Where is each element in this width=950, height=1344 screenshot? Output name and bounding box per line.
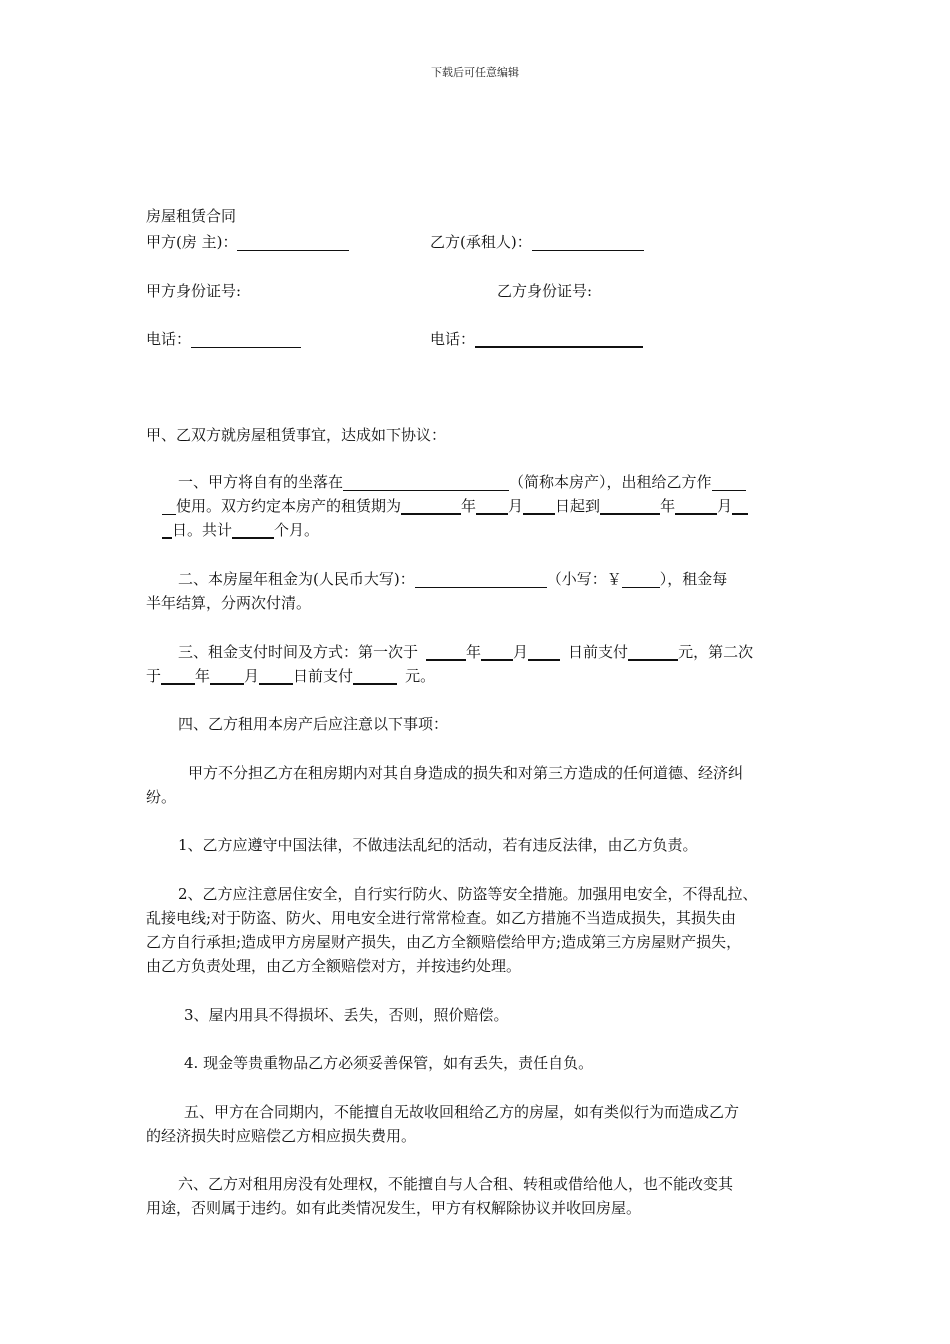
item1-text: 1、乙方应遵守中国法律，不做违法乱纪的活动，若有违反法律，由乙方负责。 [178, 836, 698, 854]
clause2-text: 二、本房屋年租金为(人民币大写)： [178, 570, 415, 588]
clause3-line2 [146, 664, 435, 688]
party-a-label: 甲方(房 主)： [146, 233, 238, 251]
clause3-text: 月 [244, 667, 260, 685]
start-month-blank [476, 497, 508, 515]
clause1-text: 月 [508, 497, 524, 515]
phone-a-row [146, 327, 301, 351]
clause6-line1: 六、乙方对租用房没有处理权，不能擅自与人合租、转租或借给他人，也不能改变其 [178, 1175, 734, 1193]
clause2-line1 [178, 567, 727, 591]
party-b-label: 乙方(承租人)： [430, 233, 532, 251]
item3-text: 3、屋内用具不得损坏、丢失，否则，照价赔偿。 [184, 1006, 509, 1024]
rent-figure-blank [622, 571, 660, 588]
item2-line3: 乙方自行承担;造成甲方房屋财产损失，由乙方全额赔偿给甲方;造成第三方房屋财产损失， [146, 933, 742, 951]
party-b-row [430, 230, 644, 254]
clause3-text: 日前支付 [293, 667, 354, 685]
phone-b-row [430, 327, 643, 351]
intro-text: 甲、乙双方就房屋租赁事宜，达成如下协议： [146, 426, 447, 444]
clause3-text: 于 [146, 667, 162, 685]
item2-line2: 乱接电线;对于防盗、防火、用电安全进行常常检查。如乙方措施不当造成损失，其损失由 [146, 909, 737, 927]
item4-text: 4. 现金等贵重物品乙方必须妥善保管，如有丢失，责任自负。 [184, 1054, 594, 1072]
disclaimer-line2: 纷。 [146, 788, 177, 806]
clause1-line1 [178, 470, 746, 494]
clause3-line1 [178, 640, 753, 664]
item2-line1: 2、乙方应注意居住安全，自行实行防火、防盗等安全措施。加强用电安全，不得乱拉、 [178, 885, 758, 903]
clause6-line2: 用途，否则属于违约。如有此类情况发生，甲方有权解除协议并收回房屋。 [146, 1199, 642, 1217]
clause1-text: 日起到 [555, 497, 601, 515]
end-month-blank [675, 497, 717, 515]
pay1-day-blank [528, 643, 560, 661]
clause1-text: 使用。双方约定本房产的租赁期为 [176, 497, 402, 515]
clause1-line3 [162, 518, 319, 542]
party-b-name-blank [532, 234, 644, 251]
party-a-row [146, 230, 349, 254]
clause3-text: 日前支付 [568, 643, 629, 661]
party-a-name-blank [237, 234, 349, 251]
months-blank [232, 521, 274, 539]
clause1-text: 年 [660, 497, 676, 515]
clause3-text: 元，第二次 [678, 643, 754, 661]
pay1-year-blank [426, 643, 466, 661]
phone-a-blank [191, 331, 301, 348]
clause1-text: 个月。 [274, 521, 320, 539]
end-year-blank [600, 497, 660, 515]
clause2-text: （小写：￥ [546, 570, 622, 588]
rent-words-blank [415, 571, 547, 588]
clause1-text: 年 [461, 497, 477, 515]
phone-b-blank [475, 330, 643, 348]
pay1-amount-blank [628, 643, 678, 661]
clause1-line2 [162, 494, 748, 518]
clause1-text: 一、甲方将自有的坐落在 [178, 473, 344, 491]
clause2-line2: 半年结算，分两次付清。 [146, 594, 312, 612]
pay2-amount-blank [353, 667, 397, 685]
start-year-blank [401, 497, 461, 515]
clause5-line2: 的经济损失时应赔偿乙方相应损失费用。 [146, 1127, 417, 1145]
usage-blank [712, 474, 746, 491]
location-blank [343, 474, 509, 491]
contract-title: 房屋租赁合同 [146, 207, 237, 225]
header-note: 下载后可任意编辑 [431, 66, 519, 79]
clause3-text: 三、租金支付时间及方式：第一次于 [178, 643, 419, 661]
clause3-text: 元。 [405, 667, 436, 685]
pay2-year-blank [161, 667, 195, 685]
clause3-text: 月 [513, 643, 529, 661]
item2-line4: 由乙方负责处理，由乙方全额赔偿对方，并按违约处理。 [146, 957, 522, 975]
pay1-month-blank [481, 643, 513, 661]
clause2-text: ），租金每 [659, 570, 728, 588]
clause4-heading: 四、乙方租用本房产后应注意以下事项： [178, 715, 449, 733]
end-day-blank [732, 497, 748, 515]
clause1-text: （简称本房产），出租给乙方作 [509, 473, 712, 491]
clause1-text: 日。共计 [172, 521, 233, 539]
phone-b-label: 电话： [430, 330, 476, 348]
end-day-blank-cont [162, 521, 172, 539]
disclaimer-line1: 甲方不分担乙方在租房期内对其自身造成的损失和对第三方造成的任何道德、经济纠 [188, 764, 744, 782]
clause5-line1: 五、甲方在合同期内，不能擅自无故收回租给乙方的房屋，如有类似行为而造成乙方 [184, 1103, 740, 1121]
party-b-id-label: 乙方身份证号: [497, 282, 593, 300]
usage-blank-cont [162, 498, 176, 515]
clause3-text: 年 [195, 667, 211, 685]
clause1-text: 月 [717, 497, 733, 515]
start-day-blank [523, 497, 555, 515]
pay2-month-blank [210, 667, 244, 685]
clause3-text: 年 [466, 643, 482, 661]
party-a-id-label: 甲方身份证号: [146, 282, 242, 300]
pay2-day-blank [259, 667, 293, 685]
phone-a-label: 电话： [146, 330, 192, 348]
